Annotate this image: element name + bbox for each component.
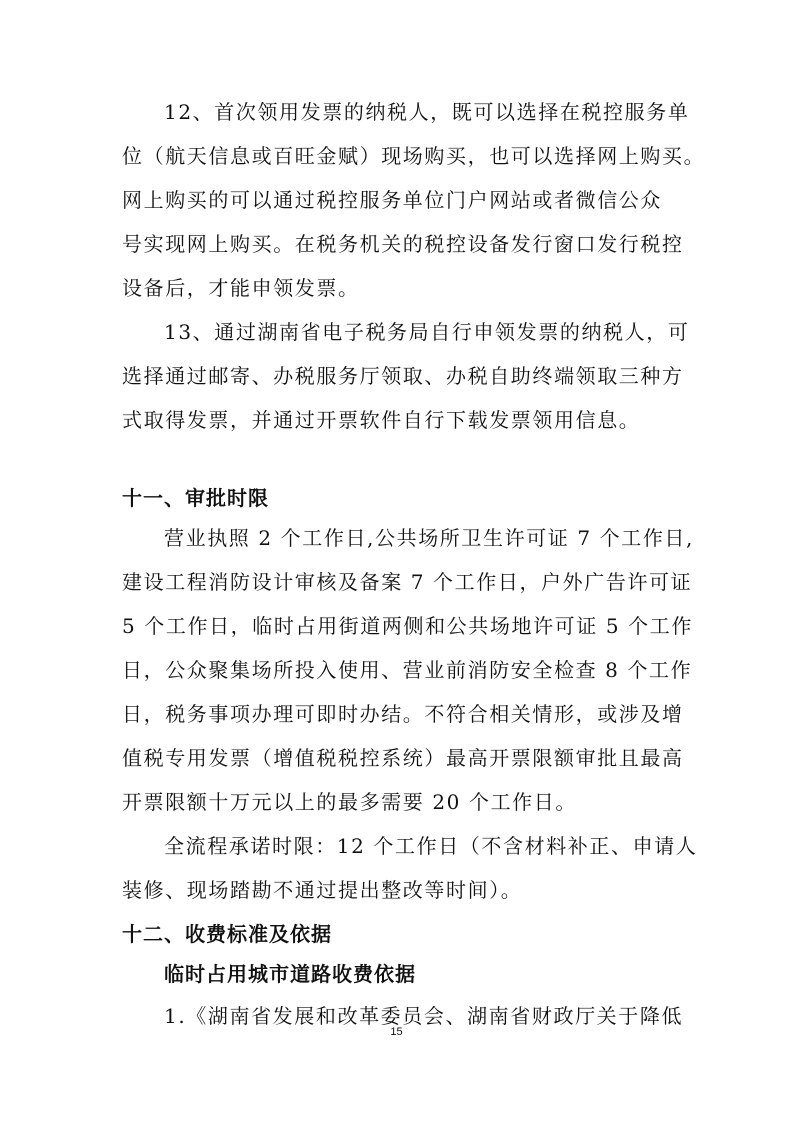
para12-line-3: 网上购买的可以通过税控服务单位门户网站或者微信公众 — [122, 188, 662, 212]
para12-line-5: 设备后，才能申领发票。 — [122, 276, 360, 300]
section11-body-line-4: 日，公众聚集场所投入使用、营业前消防安全检查 8 个工作 — [122, 658, 693, 682]
para13-line-1: 13、通过湖南省电子税务局自行申领发票的纳税人，可 — [164, 320, 690, 344]
section-12-subtitle: 临时占用城市道路收费依据 — [164, 962, 416, 986]
para12-line-1: 12、首次领用发票的纳税人，既可以选择在税控服务单 — [164, 100, 690, 124]
para13-line-3: 式取得发票，并通过开票软件自行下载发票领用信息。 — [122, 408, 641, 432]
section12-item-1: 1.《湖南省发展和改革委员会、湖南省财政厅关于降低 — [164, 1004, 684, 1028]
section11-promise-line-1: 全流程承诺时限：12 个工作日（不含材料补正、申请人 — [164, 834, 698, 858]
section11-promise-line-2: 装修、现场踏勘不通过提出整改等时间）。 — [122, 878, 523, 902]
para12-line-4: 号实现网上购买。在税务机关的税控设备发行窗口发行税控 — [122, 232, 684, 256]
section11-body-line-3: 5 个工作日，临时占用街道两侧和公共场地许可证 5 个工作 — [122, 614, 693, 638]
section11-body-line-1: 营业执照 2 个工作日,公共场所卫生许可证 7 个工作日, — [164, 526, 694, 550]
section11-body-line-6: 值税专用发票（增值税税控系统）最高开票限额审批且最高 — [122, 746, 684, 770]
page-number: 15 — [390, 1026, 403, 1038]
section-12-title: 十二、收费标准及依据 — [122, 922, 332, 946]
para13-line-2: 选择通过邮寄、办税服务厅领取、办税自助终端领取三种方 — [122, 364, 684, 388]
para12-line-2: 位（航天信息或百旺金赋）现场购买，也可以选择网上购买。 — [122, 144, 706, 168]
section11-body-line-5: 日，税务事项办理可即时办结。不符合相关情形，或涉及增 — [122, 702, 684, 726]
section-11-title: 十一、审批时限 — [122, 486, 269, 510]
section11-body-line-7: 开票限额十万元以上的最多需要 20 个工作日。 — [122, 790, 577, 814]
section11-body-line-2: 建设工程消防设计审核及备案 7 个工作日，户外广告许可证 — [122, 570, 693, 594]
